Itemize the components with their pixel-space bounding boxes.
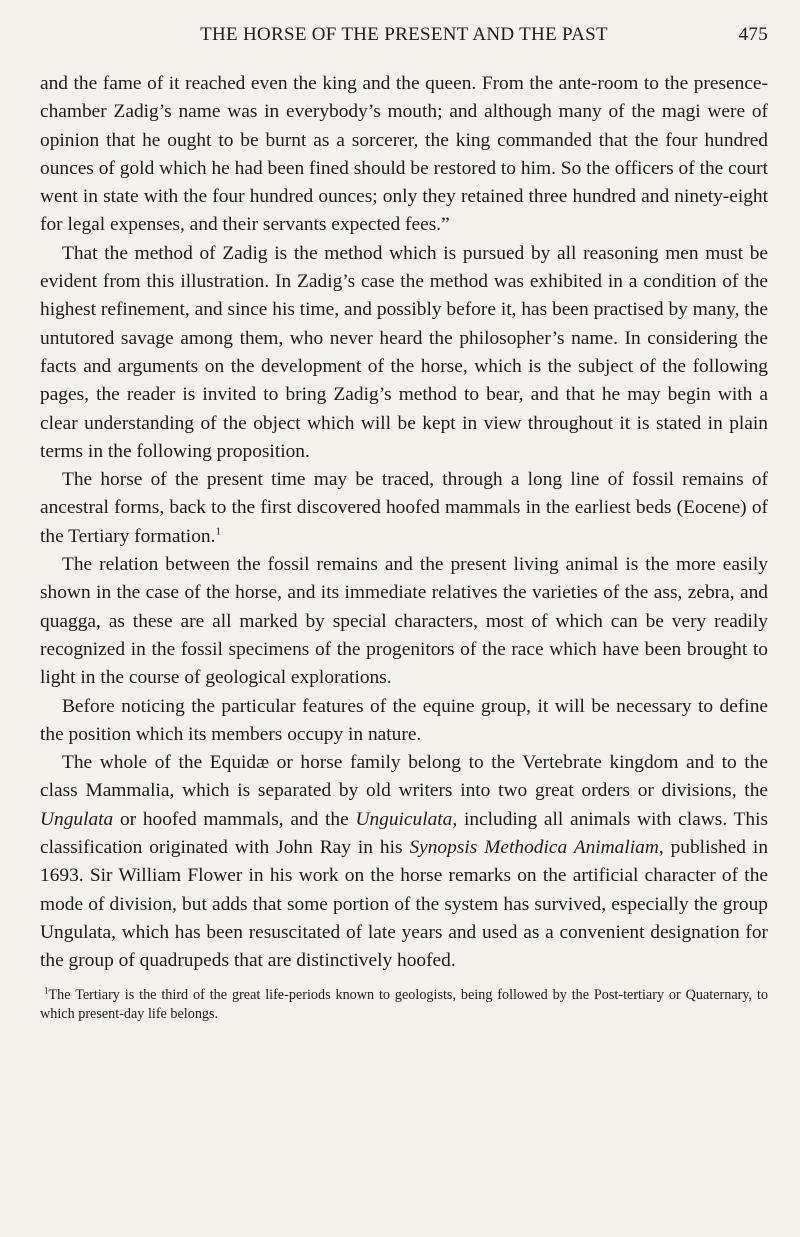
footnote-marker: 1	[44, 984, 49, 995]
footnote-reference[interactable]: 1	[215, 525, 221, 538]
paragraph: Before noticing the particular features of the equine group, it will be necessary to define the position which its members occupy in nature.	[40, 695, 768, 745]
paragraph-text: , including all animals with claws. This classification originated with John Ray in his	[40, 808, 769, 859]
running-title: THE HORSE OF THE PRESENT AND THE PAST	[200, 24, 608, 45]
paragraph	[40, 466, 768, 551]
paragraph-text: or hoofed mammals, and the	[113, 808, 356, 830]
paragraph	[40, 749, 768, 975]
footnote	[40, 986, 768, 1024]
italic-term: Ungulata	[40, 808, 114, 830]
paragraph: and the fame of it reached even the king and the queen. From the ante-room to the presence-chamber Zadig’s name was in everybody’s mouth; and although many of the magi were of opinion that he ought to be burnt as a sorcerer, the king commanded that the four hundred ounces of gold which he had been fined should be restored to him. So the officers of the court went in state with the four hundred ounces; only they retained three hundred and ninety-eight for legal expenses, and their servants expected fees.”	[40, 73, 768, 236]
running-header	[40, 24, 768, 46]
paragraph-text: , published in 1693. Sir William Flower in his work on the horse remarks on the artificial character of the mode of division, but adds that some portion of the system has survived, especially the group Ungulata, which has been resuscitated of late years and used as a convenient designation for the group of quadrupeds that are distinctively hoofed.	[40, 837, 769, 972]
page-number: 475	[738, 24, 768, 45]
paragraph: That the method of Zadig is the method which is pursued by all reasoning men must be evident from this illustration. In Zadig’s case the method was exhibited in a condition of the highest refinement, and since his time, and possibly before it, has been practised by many, the untutored savage among them, who never heard the philosopher’s name. In considering the facts and arguments on the development of the horse, which is the subject of the following pages, the reader is invited to bring Zadig’s method to bear, and that he may begin with a clear understanding of the object which will be kept in view throughout it is stated in plain terms in the following proposition.	[40, 242, 768, 462]
footnote-text: The Tertiary is the third of the great life-periods known to geologists, being followed by the Post-tertiary or Quaternary, to which present-day life belongs.	[40, 986, 768, 1022]
body-text	[40, 70, 768, 976]
italic-term: Unguiculata	[355, 808, 453, 830]
paragraph-text: The horse of the present time may be traced, through a long line of fossil remains of ancestral forms, back to the first discovered hoofed mammals in the earliest beds (Eocene) of the Tertiary formation.	[40, 469, 768, 547]
paragraph: The relation between the fossil remains and the present living animal is the more easily shown in the case of the horse, and its immediate relatives the varieties of the ass, zebra, and quagga, as these are all marked by special characters, most of which can be very readily recognized in the fossil specimens of the progenitors of the race which have been brought to light in the course of geological explorations.	[40, 554, 768, 689]
book-page	[40, 24, 768, 1024]
paragraph-text: The whole of the Equidæ or horse family belong to the Vertebrate kingdom and to the class Mammalia, which is separated by old writers into two great orders or divisions, the	[40, 752, 768, 802]
book-title: Synopsis Methodica Animaliam	[409, 837, 659, 859]
